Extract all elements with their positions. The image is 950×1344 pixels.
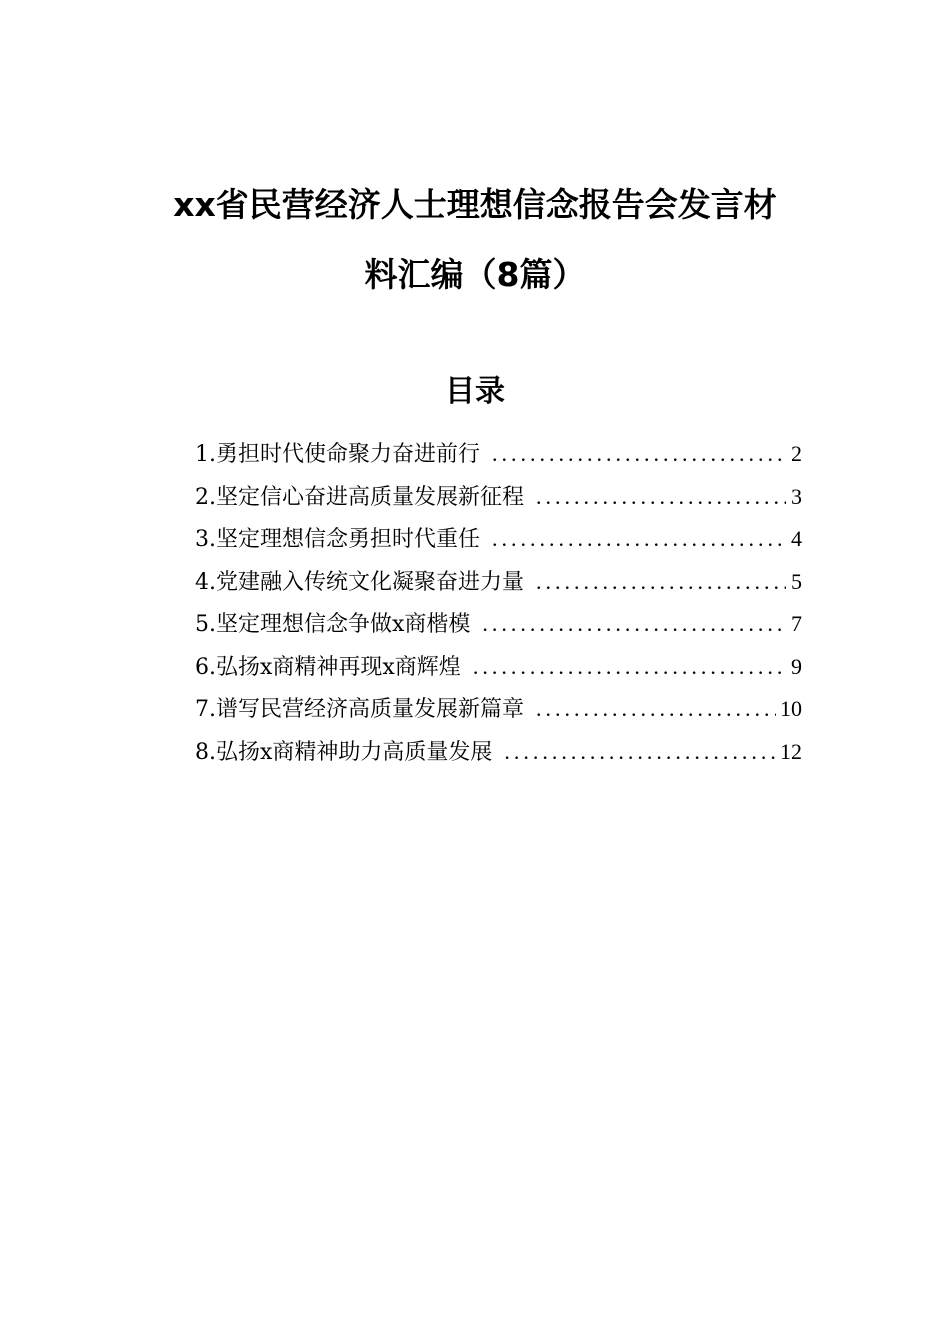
toc-entry-label: 8.弘扬x商精神助力高质量发展	[195, 739, 493, 765]
toc-entry[interactable]	[195, 688, 802, 731]
toc-dot-leader	[492, 518, 786, 561]
document-title-line-1: xx省民营经济人士理想信念报告会发言材	[173, 185, 777, 224]
toc-entry-page: 4	[791, 526, 802, 551]
toc-dot-leader	[536, 561, 786, 604]
toc-entry[interactable]	[195, 603, 802, 646]
toc-dot-leader	[492, 433, 786, 476]
toc-dot-leader	[482, 603, 786, 646]
toc-dot-leader	[473, 646, 786, 689]
toc-entry-page: 3	[791, 483, 802, 509]
toc-entry-page: 9	[791, 653, 802, 679]
toc-entry[interactable]	[195, 518, 802, 561]
toc-entry[interactable]	[195, 561, 802, 604]
toc-entry[interactable]	[195, 646, 802, 689]
toc-entry-page: 2	[791, 441, 802, 466]
toc-entry-label: 6.弘扬x商精神再现x商辉煌	[195, 654, 461, 680]
toc-entry-page: 5	[791, 568, 802, 594]
toc-entry-page: 7	[791, 611, 802, 636]
toc-entry-label: 7.谱写民营经济高质量发展新篇章	[195, 697, 524, 722]
toc-entry-label: 2.坚定信心奋进高质量发展新征程	[195, 484, 524, 510]
toc-entry[interactable]	[195, 476, 802, 519]
toc-dot-leader	[536, 688, 776, 731]
document-title-line-2: 料汇编（8篇）	[364, 255, 586, 294]
toc-entry[interactable]	[195, 433, 802, 476]
toc-entry-page: 10	[780, 696, 802, 721]
toc-entry-label: 3.坚定理想信念勇担时代重任	[195, 527, 480, 552]
toc-heading: 目录	[445, 374, 505, 409]
toc-dot-leader	[504, 731, 776, 774]
toc-entry-label: 1.勇担时代使命聚力奋进前行	[195, 442, 480, 467]
toc-entry[interactable]	[195, 731, 802, 774]
toc-entry-label: 4.党建融入传统文化凝聚奋进力量	[195, 569, 524, 595]
table-of-contents	[195, 433, 802, 773]
toc-entry-page: 12	[780, 738, 802, 764]
toc-dot-leader	[536, 476, 786, 519]
toc-entry-label: 5.坚定理想信念争做x商楷模	[195, 612, 471, 637]
